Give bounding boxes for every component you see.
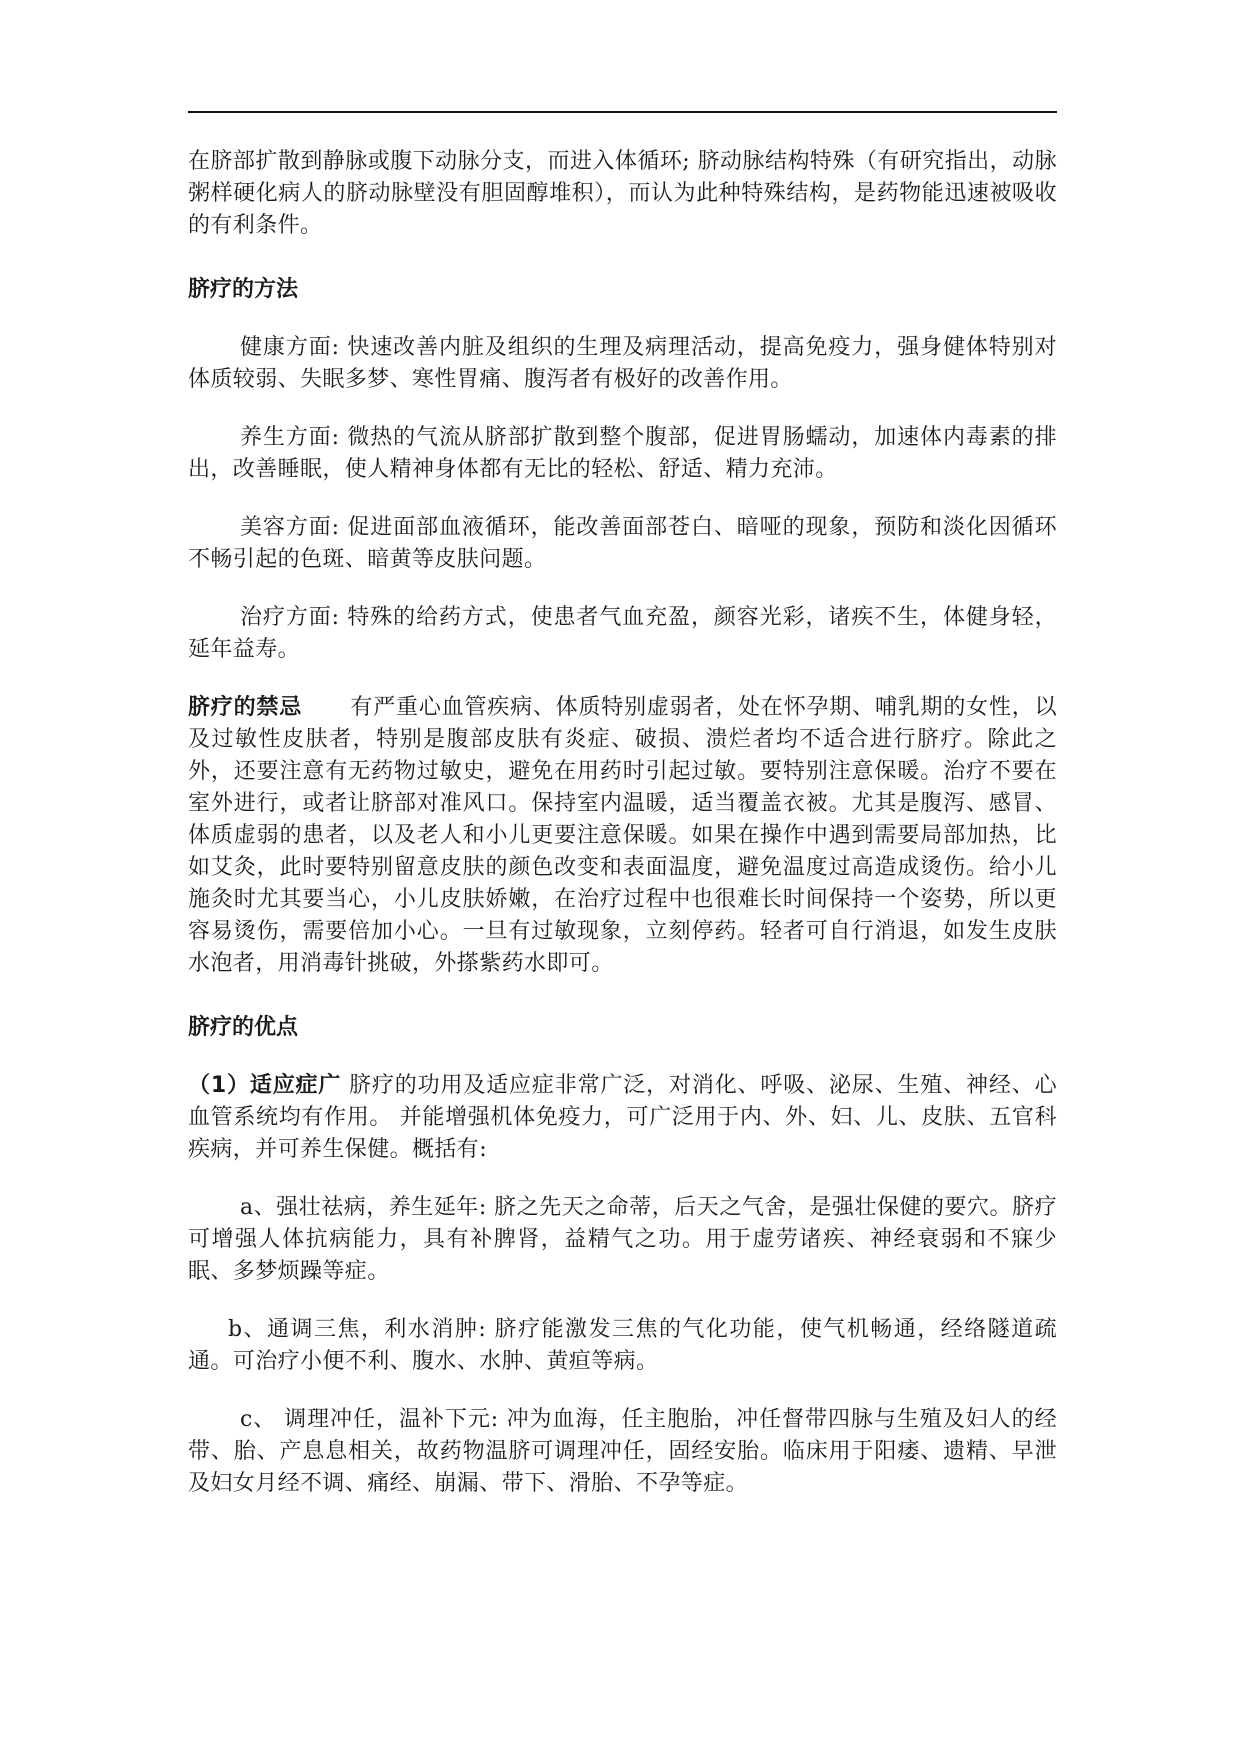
advantage-item-a: a、强壮祛病，养生延年: 脐之先天之命蒂，后天之气舍，是强壮保健的要穴。脐疗可增强人体抗病能力，具有补脾肾，益精气之功。用于虚劳诸疾、神经衰弱和不寐少眠、多梦烦躁等症。 xyxy=(188,1195,1057,1284)
methods-wellness: 养生方面: 微热的气流从脐部扩散到整个腹部，促进胃肠蠕动，加速体内毒素的排出，改善睡眠，使人精神身体都有无比的轻松、舒适、精力充沛。 xyxy=(188,425,1057,482)
contraindications-heading: 脐疗的禁忌 xyxy=(188,695,303,720)
methods-treatment: 治疗方面: 特殊的给药方式，使患者气血充盈，颜容光彩，诸疾不生，体健身轻，延年益寿。 xyxy=(188,605,1057,662)
methods-beauty: 美容方面: 促进面部血液循环，能改善面部苍白、暗哑的现象，预防和淡化因循环不畅引起的色斑、暗黄等皮肤问题。 xyxy=(188,515,1057,572)
document-body xyxy=(188,146,1057,1500)
advantages-heading: 脐疗的优点 xyxy=(188,1015,299,1040)
header-rule xyxy=(188,111,1057,113)
advantage-point-1-text: 脐疗的功用及适应症非常广泛，对消化、呼吸、泌尿、生殖、神经、心血管系统均有作用。 并能增强机体免疫力，可广泛用于内、外、妇、儿、皮肤、五官科疾病，并可养生保健。概括有: xyxy=(188,1073,1058,1162)
contraindications-text: 有严重心血管疾病、体质特别虚弱者，处在怀孕期、哺乳期的女性，以及过敏性皮肤者，特别是腹部皮肤有炎症、破损、溃烂者均不适合进行脐疗。除此之外，还要注意有无药物过敏史，避免在用药时引起过敏。要特别注意保暖。治疗不要在室外进行，或者让脐部对准风口。保持室内温暖，适当覆盖衣被。尤其是腹泻、感冒、体质虚弱的患者，以及老人和小儿更要注意保暖。如果在操作中遇到需要局部加热，比如艾灸，此时要特别留意皮肤的颜色改变和表面温度，避免温度过高造成烫伤。给小儿施灸时尤其要当心，小儿皮肤娇嫩，在治疗过程中也很难长时间保持一个姿势，所以更容易烫伤，需要倍加小心。一旦有过敏现象，立刻停药。轻者可自行消退，如发生皮肤水泡者，用消毒针挑破，外搽紫药水即可。 xyxy=(188,695,1057,976)
advantage-point-1 xyxy=(188,1070,1057,1166)
advantage-item-b: b、通调三焦，利水消肿: 脐疗能激发三焦的气化功能，使气机畅通，经络隧道疏通。可治疗小便不利、腹水、水肿、黄疸等病。 xyxy=(188,1317,1057,1374)
methods-heading: 脐疗的方法 xyxy=(188,277,299,302)
advantage-item-c: c、 调理冲任，温补下元: 冲为血海，任主胞胎，冲任督带四脉与生殖及妇人的经带、胎、产息息相关，故药物温脐可调理冲任，固经安胎。临床用于阳痿、遗精、早泄及妇女月经不调、痛经、崩漏、带下、滑胎、不孕等症。 xyxy=(188,1407,1057,1496)
methods-health: 健康方面: 快速改善内脏及组织的生理及病理活动，提高免疫力，强身健体特别对体质较弱、失眠多梦、寒性胃痛、腹泻者有极好的改善作用。 xyxy=(188,335,1057,392)
intro-paragraph: 在脐部扩散到静脉或腹下动脉分支，而进入体循环; 脐动脉结构特殊（有研究指出，动脉粥样硬化病人的脐动脉壁没有胆固醇堆积），而认为此种特殊结构，是药物能迅速被吸收的有利条件。 xyxy=(188,149,1057,238)
advantage-point-1-label: （1）适应症广 xyxy=(188,1073,342,1098)
contraindications-paragraph xyxy=(188,692,1057,980)
